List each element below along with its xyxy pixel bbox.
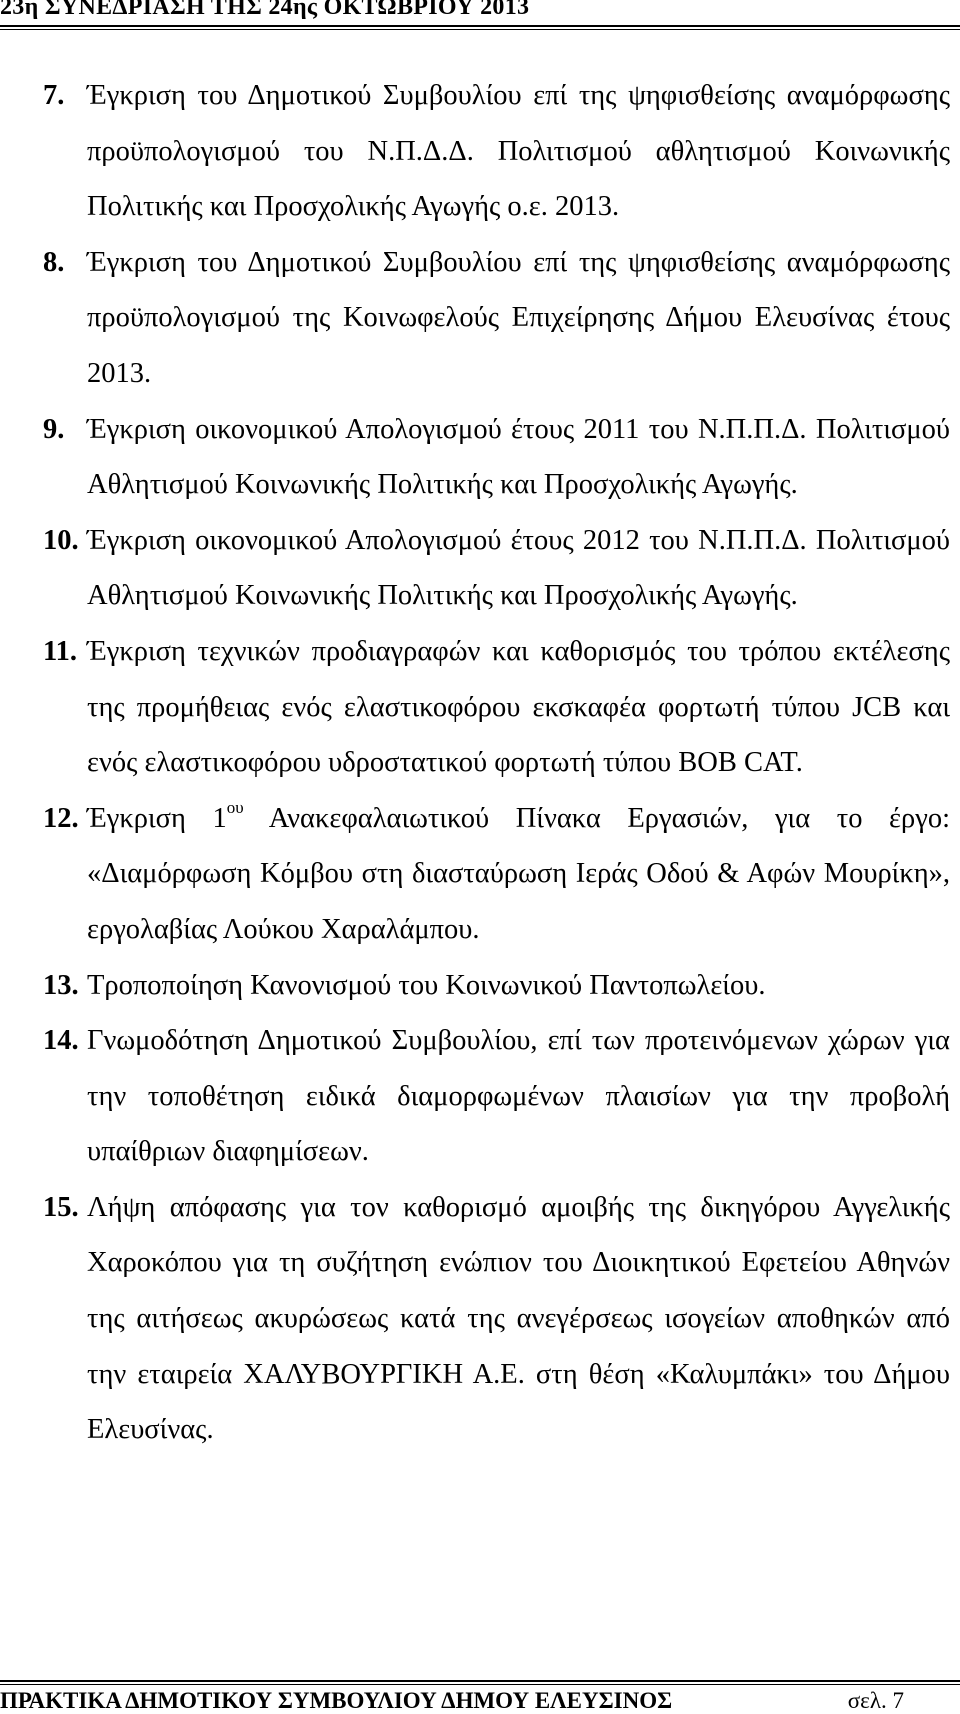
agenda-item-11 <box>0 624 960 791</box>
item-number: 7. <box>43 80 65 111</box>
page-header <box>0 0 960 34</box>
page-footer <box>0 1680 960 1713</box>
item-number: 13. <box>43 969 79 1001</box>
item-text: Λήψη απόφασης για τον καθορισμό αμοιβής της δικηγόρου Αγγελικής Χαροκόπου για τη συζήτηση ενώπιον του Διοικητικού Εφετείου Αθηνών της αιτήσεως ακυρώσεως κατά της ανεγέρσεως ισογείων αποθηκών από την εταιρεία ΧΑΛΥΒΟΥΡΓΙΚΗ Α.Ε. στη θέση «Καλυμπάκι» του Δήμου Ελευσίνας. <box>87 1191 950 1446</box>
agenda-item-14 <box>0 1013 960 1180</box>
item-text-start: Έγκριση 1 <box>87 802 227 834</box>
item-text: Έγκριση του Δημοτικού Συμβουλίου επί της ψηφισθείσης αναμόρφωσης προϋπολογισμού του Ν.Π.Δ.Δ. Πολιτισμού αθλητισμού Κοινωνικής Πολιτικής και Προσχολικής Αγωγής ο.ε. 2013. <box>87 80 950 223</box>
item-text-rest: Ανακεφαλαιωτικού Πίνακα Εργασιών, για το έργο: «Διαμόρφωση Κόμβου στη διασταύρωση Ιεράς Οδού & Αφών Μουρίκη», εργολαβίας Λούκου Χαραλάμπου. <box>87 802 951 945</box>
item-number: 15. <box>43 1191 79 1223</box>
item-text: Έγκριση οικονομικού Απολογισμού έτους 2012 του Ν.Π.Π.Δ. Πολιτισμού Αθλητισμού Κοινωνικής Πολιτικής και Προσχολικής Αγωγής. <box>87 524 950 612</box>
item-number: 9. <box>43 413 65 445</box>
item-number: 12. <box>43 802 79 834</box>
agenda-item-15 <box>0 1180 960 1458</box>
item-text: Έγκριση του Δημοτικού Συμβουλίου επί της ψηφισθείσης αναμόρφωσης προϋπολογισμού της Κοινωφελούς Επιχείρησης Δήμου Ελευσίνας έτους 2013. <box>87 246 950 389</box>
item-number: 14. <box>43 1025 79 1057</box>
item-text: Έγκριση οικονομικού Απολογισμού έτους 2011 του Ν.Π.Π.Δ. Πολιτισμού Αθλητισμού Κοινωνικής Πολιτικής και Προσχολικής Αγωγής. <box>87 413 950 501</box>
header-divider <box>0 25 960 27</box>
agenda-item-10 <box>0 513 960 624</box>
agenda-item-8 <box>0 235 960 402</box>
item-number: 10. <box>43 524 79 556</box>
header-divider-thin <box>0 29 960 30</box>
footer-divider <box>0 1680 960 1682</box>
item-text: Γνωμοδότηση Δημοτικού Συμβουλίου, επί των προτεινόμενων χώρων για την τοποθέτηση ειδικά διαμορφωμένων πλαισίων για την προβολή υπαίθριων διαφημίσεων. <box>87 1025 950 1168</box>
footer-title: ΠΡΑΚΤΙΚΑ ΔΗΜΟΤΙΚΟΥ ΣΥΜΒΟΥΛΙΟΥ ΔΗΜΟΥ ΕΛΕΥΣΙΝΟΣ <box>0 1688 673 1713</box>
page-number: σελ. 7 <box>847 1688 904 1713</box>
item-number: 8. <box>43 246 65 278</box>
footer-divider-thin <box>0 1684 960 1685</box>
header-title: 23η ΣΥΝΕΔΡΙΑΣΗ ΤΗΣ 24ης ΟΚΤΩΒΡΙΟΥ 2013 <box>0 0 530 20</box>
agenda-list <box>0 68 960 1458</box>
agenda-item-12 <box>0 791 960 958</box>
item-text: Τροποποίηση Κανονισμού του Κοινωνικού Παντοπωλείου. <box>87 969 766 1001</box>
item-text <box>87 791 950 958</box>
item-number: 11. <box>43 635 78 667</box>
agenda-item-7 <box>0 68 960 235</box>
ordinal-superscript: ου <box>226 797 244 817</box>
agenda-item-13 <box>0 958 960 1014</box>
item-text: Έγκριση τεχνικών προδιαγραφών και καθορισμός του τρόπου εκτέλεσης της προμήθειας ενός ελαστικοφόρου εκσκαφέα φορτωτή τύπου JCB και ενός ελαστικοφόρου υδροστατικού φορτωτή τύπου BOB CAT. <box>87 635 950 779</box>
agenda-item-9 <box>0 402 960 513</box>
